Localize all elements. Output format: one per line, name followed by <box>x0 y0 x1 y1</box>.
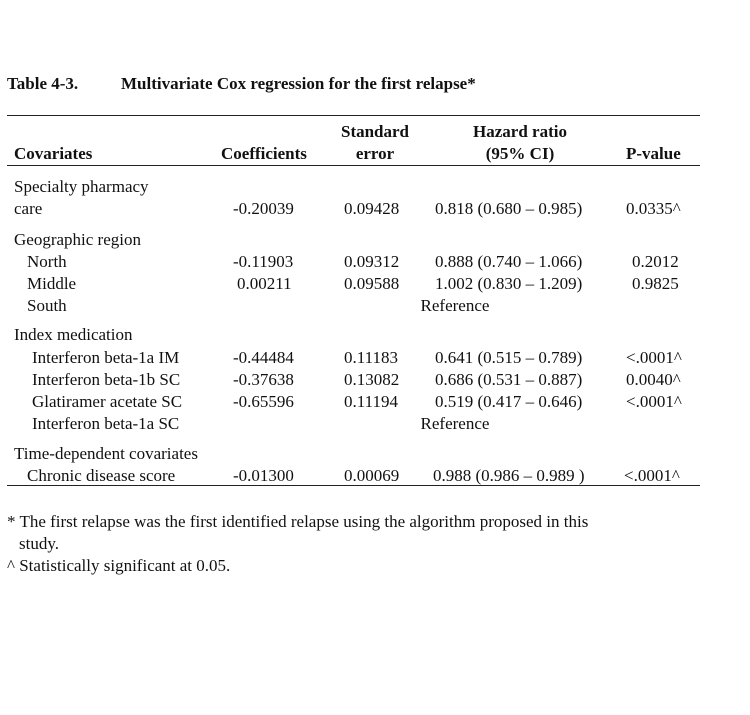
cell-se: 0.11183 <box>344 348 398 367</box>
row-label-north: North <box>27 252 67 271</box>
header-p-value: P-value <box>626 144 681 163</box>
table-caption <box>7 74 476 94</box>
cell-p: <.0001^ <box>624 466 680 485</box>
bottom-rule <box>7 485 700 486</box>
row-label-chronic-disease-score: Chronic disease score <box>27 466 176 485</box>
row-label-middle: Middle <box>27 274 77 293</box>
section-specialty-pharmacy: Specialty pharmacy <box>14 177 149 196</box>
cell-hr: 0.888 (0.740 – 1.066) <box>435 252 583 271</box>
cell-hr: 0.641 (0.515 – 0.789) <box>435 348 583 367</box>
table-title: Multivariate Cox regression for the first relapse* <box>121 74 476 93</box>
row-label-south: South <box>27 296 67 315</box>
cell-reference: Reference <box>420 414 490 433</box>
cell-coef: 0.00211 <box>237 274 292 293</box>
cell-se: 0.09588 <box>344 274 400 293</box>
cell-p: 0.9825 <box>632 274 679 293</box>
cell-se: 0.13082 <box>344 370 400 389</box>
cell-coef: -0.37638 <box>233 370 294 389</box>
footnote-caret: ^ Statistically significant at 0.05. <box>7 556 231 575</box>
section-time-dependent: Time-dependent covariates <box>14 444 198 463</box>
header-coefficients: Coefficients <box>221 144 307 163</box>
header-standard: Standard <box>340 122 410 141</box>
footnote-star-continued: study. <box>19 534 59 553</box>
cell-coef: -0.01300 <box>233 466 294 485</box>
cell-coef: -0.65596 <box>233 392 294 411</box>
cell-hr: 0.818 (0.680 – 0.985) <box>435 199 583 218</box>
table-number: Table 4-3. <box>7 74 79 93</box>
row-label-glatiramer: Glatiramer acetate SC <box>32 392 183 411</box>
cell-hr: 0.988 (0.986 – 0.989 ) <box>433 466 585 485</box>
row-label-interferon-1b-sc: Interferon beta-1b SC <box>32 370 181 389</box>
section-index-medication: Index medication <box>14 325 133 344</box>
cell-se: 0.09312 <box>344 252 400 271</box>
cell-reference: Reference <box>420 296 490 315</box>
row-label-interferon-1a-sc: Interferon beta-1a SC <box>32 414 180 433</box>
header-covariates: Covariates <box>14 144 93 163</box>
header-error: error <box>355 144 395 163</box>
row-label-care: care <box>14 199 43 218</box>
cell-hr: 0.686 (0.531 – 0.887) <box>435 370 583 389</box>
cell-se: 0.09428 <box>344 199 400 218</box>
footnote-star: * The first relapse was the first identified relapse using the algorithm proposed in this <box>7 512 589 531</box>
cell-coef: -0.11903 <box>233 252 294 271</box>
cell-hr: 1.002 (0.830 – 1.209) <box>435 274 583 293</box>
cell-coef: -0.20039 <box>233 199 294 218</box>
cell-p: 0.0335^ <box>626 199 681 218</box>
top-rule <box>7 115 700 116</box>
cell-coef: -0.44484 <box>233 348 294 367</box>
cell-hr: 0.519 (0.417 – 0.646) <box>435 392 583 411</box>
row-label-interferon-1a-im: Interferon beta-1a IM <box>32 348 180 367</box>
cell-p: <.0001^ <box>626 348 682 367</box>
cell-se: 0.00069 <box>344 466 400 485</box>
header-hazard-ratio: Hazard ratio <box>473 122 567 141</box>
cell-p: 0.0040^ <box>626 370 681 389</box>
header-rule <box>7 165 700 166</box>
cell-se: 0.11194 <box>344 392 398 411</box>
cell-p: <.0001^ <box>626 392 682 411</box>
header-ci: (95% CI) <box>485 144 555 163</box>
cell-p: 0.2012 <box>632 252 679 271</box>
section-geographic-region: Geographic region <box>14 230 141 249</box>
